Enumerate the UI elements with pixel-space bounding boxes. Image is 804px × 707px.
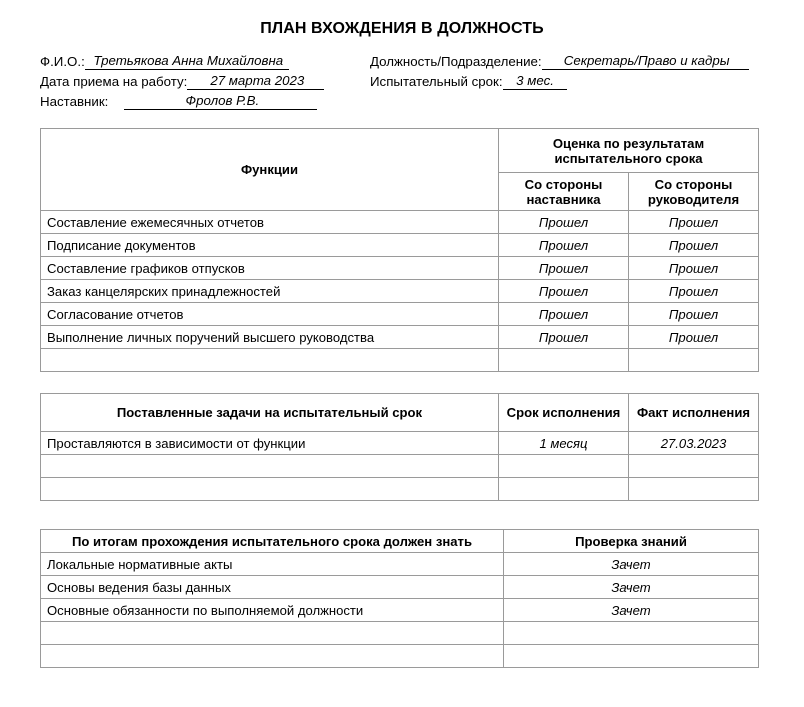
table-header-row <box>41 394 759 432</box>
probation-value[interactable]: 3 мес. <box>503 72 567 90</box>
header-row-3 <box>40 90 764 110</box>
cell-mentor-result: Прошел <box>499 280 629 303</box>
col-header-knowledge-check: Проверка знаний <box>504 530 759 553</box>
cell-due-date[interactable] <box>499 478 629 501</box>
cell-due-date: 1 месяц <box>499 432 629 455</box>
table-row-empty <box>41 645 759 668</box>
table-header-row <box>41 129 759 173</box>
cell-task: Проставляются в зависимости от функции <box>41 432 499 455</box>
cell-fact-date: 27.03.2023 <box>629 432 759 455</box>
tasks-table-body <box>41 432 759 501</box>
header-row-1 <box>40 50 764 70</box>
header-fields <box>0 50 804 110</box>
cell-mentor-result: Прошел <box>499 234 629 257</box>
table-row <box>41 257 759 280</box>
table-row <box>41 234 759 257</box>
table-row-empty <box>41 478 759 501</box>
cell-knowledge[interactable] <box>41 622 504 645</box>
cell-due-date[interactable] <box>499 455 629 478</box>
table-row <box>41 599 759 622</box>
hire-date-field <box>40 72 370 90</box>
cell-manager-result: Прошел <box>629 234 759 257</box>
table-row <box>41 432 759 455</box>
cell-function: Составление ежемесячных отчетов <box>41 211 499 234</box>
position-value[interactable]: Секретарь/Право и кадры <box>542 52 749 70</box>
header-row-2 <box>40 70 764 90</box>
cell-mentor-result: Прошел <box>499 326 629 349</box>
knowledge-table <box>40 529 759 668</box>
cell-knowledge: Локальные нормативные акты <box>41 553 504 576</box>
hire-date-label: Дата приема на работу: <box>40 74 188 89</box>
cell-function: Составление графиков отпусков <box>41 257 499 280</box>
table-row <box>41 303 759 326</box>
table-row <box>41 211 759 234</box>
cell-knowledge-check: Зачет <box>504 576 759 599</box>
mentor-label: Наставник: <box>40 94 109 109</box>
cell-knowledge-check: Зачет <box>504 553 759 576</box>
col-header-functions: Функции <box>41 129 499 211</box>
cell-knowledge: Основные обязанности по выполняемой должности <box>41 599 504 622</box>
table-header-row <box>41 530 759 553</box>
tasks-table <box>40 393 759 501</box>
probation-label: Испытательный срок: <box>370 74 503 89</box>
cell-knowledge: Основы ведения базы данных <box>41 576 504 599</box>
cell-task[interactable] <box>41 478 499 501</box>
cell-mentor-result: Прошел <box>499 303 629 326</box>
position-field <box>370 52 764 70</box>
table-row-empty <box>41 349 759 372</box>
cell-function: Подписание документов <box>41 234 499 257</box>
tasks-table-head <box>41 394 759 432</box>
table-row-empty <box>41 455 759 478</box>
col-header-tasks: Поставленные задачи на испытательный срок <box>41 394 499 432</box>
cell-mentor-result[interactable] <box>499 349 629 372</box>
position-label: Должность/Подразделение: <box>370 54 542 69</box>
col-header-due-date: Срок исполнения <box>499 394 629 432</box>
table-row-empty <box>41 622 759 645</box>
table-row <box>41 326 759 349</box>
cell-knowledge-check[interactable] <box>504 645 759 668</box>
functions-table-head <box>41 129 759 211</box>
col-header-by-manager: Со стороны руководителя <box>629 173 759 211</box>
cell-manager-result[interactable] <box>629 349 759 372</box>
cell-manager-result: Прошел <box>629 280 759 303</box>
cell-task[interactable] <box>41 455 499 478</box>
table-row <box>41 280 759 303</box>
col-header-fact-date: Факт исполнения <box>629 394 759 432</box>
knowledge-table-head <box>41 530 759 553</box>
probation-field <box>370 72 764 90</box>
cell-mentor-result: Прошел <box>499 211 629 234</box>
functions-table-body <box>41 211 759 372</box>
fio-value[interactable]: Третьякова Анна Михайловна <box>85 52 289 70</box>
knowledge-table-body <box>41 553 759 668</box>
cell-manager-result: Прошел <box>629 326 759 349</box>
cell-knowledge-check: Зачет <box>504 599 759 622</box>
cell-mentor-result: Прошел <box>499 257 629 280</box>
cell-manager-result: Прошел <box>629 257 759 280</box>
cell-fact-date[interactable] <box>629 478 759 501</box>
page-title: ПЛАН ВХОЖДЕНИЯ В ДОЛЖНОСТЬ <box>260 20 544 37</box>
cell-function[interactable] <box>41 349 499 372</box>
col-header-by-mentor: Со стороны наставника <box>499 173 629 211</box>
table-row <box>41 576 759 599</box>
cell-manager-result: Прошел <box>629 211 759 234</box>
cell-knowledge[interactable] <box>41 645 504 668</box>
mentor-value[interactable]: Фролов Р.В. <box>124 92 317 110</box>
cell-knowledge-check[interactable] <box>504 622 759 645</box>
cell-function: Выполнение личных поручений высшего руководства <box>41 326 499 349</box>
cell-function: Заказ канцелярских принадлежностей <box>41 280 499 303</box>
cell-function: Согласование отчетов <box>41 303 499 326</box>
fio-field <box>40 52 370 70</box>
cell-manager-result: Прошел <box>629 303 759 326</box>
hire-date-value[interactable]: 27 марта 2023 <box>187 72 324 90</box>
functions-table <box>40 128 759 372</box>
cell-fact-date[interactable] <box>629 455 759 478</box>
col-header-evaluation-group: Оценка по результатам испытательного срока <box>499 129 759 173</box>
mentor-field <box>40 92 370 110</box>
col-header-knowledge: По итогам прохождения испытательного срока должен знать <box>41 530 504 553</box>
table-row <box>41 553 759 576</box>
fio-label: Ф.И.О.: <box>40 54 85 69</box>
